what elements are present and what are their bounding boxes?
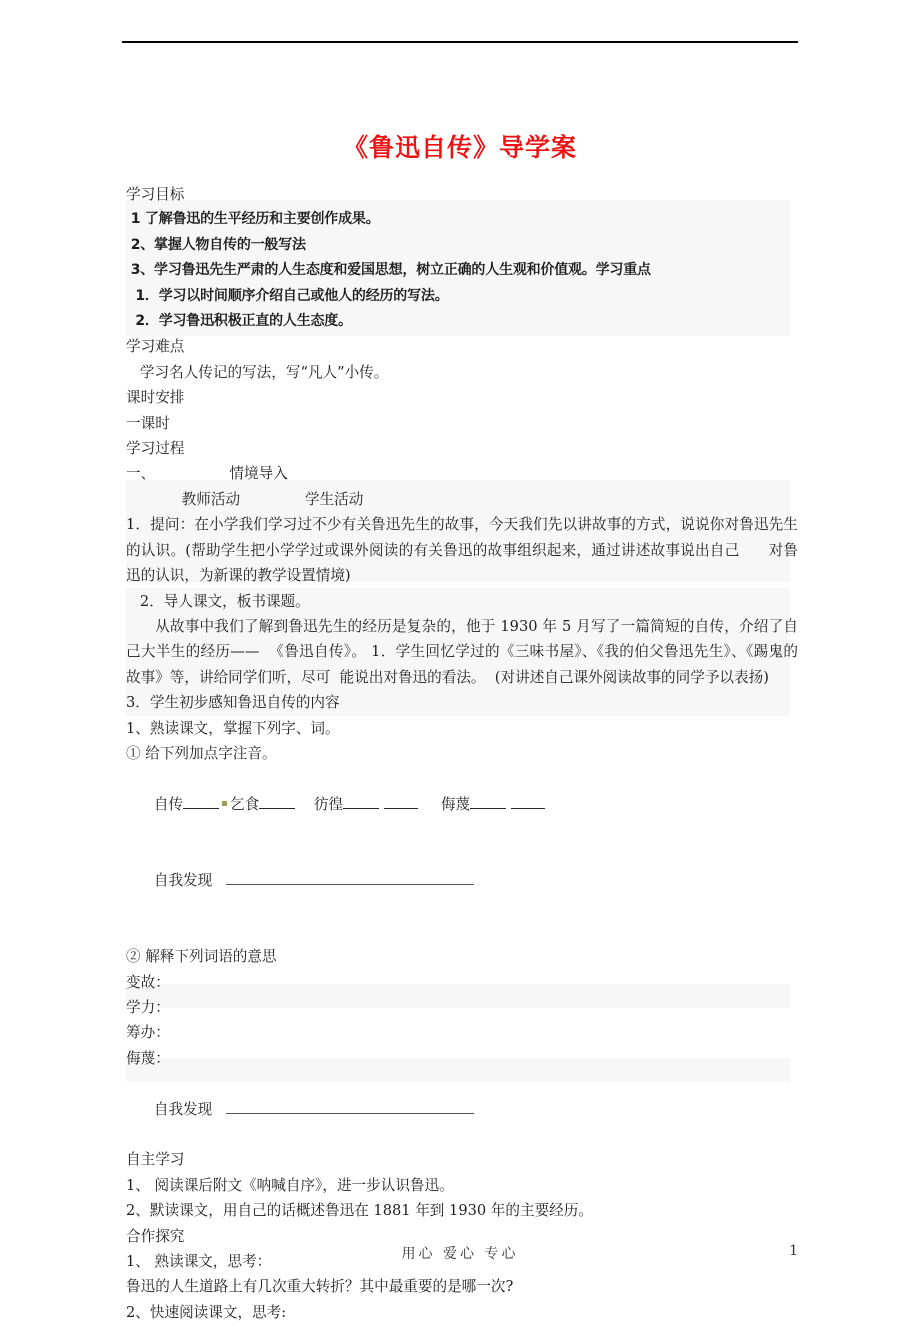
pinyin-blank-2[interactable] [259, 808, 295, 809]
objective-item-2: 2、掌握人物自传的一般写法 [126, 236, 306, 253]
pinyin-word-zizhuan: 自传 [153, 795, 184, 813]
class-arrangement-value: 一课时 [126, 414, 170, 432]
section-one-situation-intro: 一、 情境导入 [126, 465, 288, 483]
paragraph-story-background: 从故事中我们了解到鲁迅先生的经历是复杂的，他于 1930 年 5 月写了一篇简短的自传，介绍了自己大半生的经历—— 《鲁迅自传》。 1．学生回忆学过的《三味书屋》、《我的伯父鲁迅先生》、《踢鬼的 故事》等，讲给同学们听，尽可 能说出对鲁迅的看法。 (对讲述自己课外阅读故事的同学予以表扬) [126, 617, 808, 686]
page-number: 1 [789, 1243, 798, 1259]
objective-item-3: 3、学习鲁迅先生严肃的人生态度和爱国思想，树立正确的人生观和价值观。学习重点 [126, 262, 651, 279]
paragraph-question-prompt: 1．提问：在小学我们学习过不少有关鲁迅先生的故事，今天我们先以讲故事的方式，说说你对鲁迅先生的认识。(帮助学生把小学学过或课外阅读的有关鲁迅的故事组织起来，通过讲述故事说出自己 对鲁迅的认识，为新课的教学设置情境) [126, 516, 798, 585]
self-discovery-blank-2[interactable] [226, 1113, 474, 1114]
pinyin-blank-1[interactable] [183, 808, 219, 809]
inquiry-question-1: 鲁迅的人生道路上有几次重大转折？其中最重要的是哪一次? [126, 1278, 514, 1296]
pinyin-word-qishi: 乞食 [230, 795, 260, 813]
self-study-item-1: 1、 阅读课后附文《呐喊自序》，进一步认识鲁迅。 [126, 1176, 454, 1194]
heading-learning-objectives: 学习目标 [126, 186, 185, 203]
heading-learning-difficulty: 学习难点 [126, 338, 185, 356]
inquiry-item-2: 2、快速阅读课文，思考: [126, 1303, 287, 1321]
heading-self-study: 自主学习 [126, 1151, 185, 1169]
pinyin-word-wumie: 侮蔑 [440, 795, 471, 813]
document-body [126, 182, 808, 1325]
activity-column-headers: 教师活动 学生活动 [126, 490, 364, 508]
inquiry-item-1: 1、 熟读课文，思考： [126, 1253, 272, 1271]
page-title: 《鲁迅自传》导学案 [342, 133, 577, 162]
header-divider-rule [122, 41, 798, 43]
self-discovery-row-1 [126, 843, 798, 919]
self-study-item-2: 2、默读课文，用自己的话概述鲁迅在 1881 年到 1930 年的主要经历。 [126, 1202, 593, 1220]
dot-marker-icon [222, 801, 227, 806]
page-footer [0, 1243, 920, 1265]
subtask-1-pinyin: ① 给下列加点字注音。 [126, 744, 277, 762]
pinyin-blanks-row [126, 766, 798, 842]
difficulty-detail: 学习名人传记的写法，写“凡人”小传。 [126, 363, 389, 381]
self-discovery-row-2 [126, 1071, 798, 1147]
subtask-2-explain-words: ② 解释下列词语的意思 [126, 948, 277, 966]
step-3-perceive-content: 3．学生初步感知鲁迅自传的内容 [126, 694, 340, 712]
key-point-item-1: 1．学习以时间顺序介绍自己或他人的经历的写法。 [126, 287, 449, 304]
pinyin-blank-6[interactable] [511, 808, 545, 809]
word-chouban: 筹办： [126, 1024, 170, 1042]
heading-cooperative-inquiry: 合作探究 [126, 1227, 185, 1245]
key-point-item-2: 2．学习鲁迅积极正直的人生态度。 [126, 313, 352, 330]
task-1-read-aloud: 1、熟读课文，掌握下列字、词。 [126, 719, 340, 737]
self-discovery-label-1: 自我发现 [153, 871, 213, 889]
word-wumie: 侮蔑： [126, 1049, 170, 1067]
heading-learning-process: 学习过程 [126, 440, 185, 458]
pinyin-blank-3[interactable] [343, 808, 379, 809]
step-2-lead-in: 2．导人课文，板书课题。 [126, 592, 310, 610]
self-discovery-label-2: 自我发现 [153, 1100, 213, 1118]
footer-slogan: 用心 爱心 专心 [401, 1246, 519, 1262]
self-discovery-blank-1[interactable] [226, 884, 474, 885]
pinyin-blank-5[interactable] [470, 808, 506, 809]
pinyin-word-panghuang: 彷徨 [313, 795, 344, 813]
word-biangu: 变故： [126, 973, 170, 991]
word-xueli: 学力： [126, 998, 170, 1016]
spacer-row [126, 919, 798, 944]
heading-class-arrangement: 课时安排 [126, 389, 185, 407]
objective-item-1: 1 了解鲁迅的生平经历和主要创作成果。 [126, 211, 380, 228]
pinyin-blank-4[interactable] [384, 808, 418, 809]
